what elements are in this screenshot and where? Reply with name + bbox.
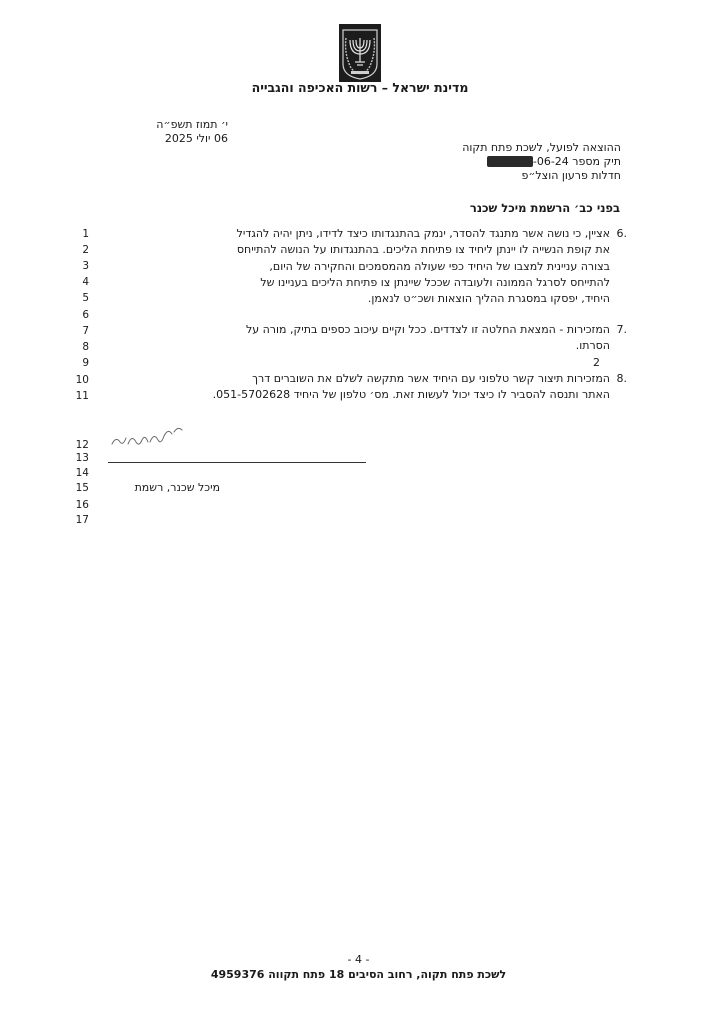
line-number: 8	[82, 341, 89, 353]
line-number: 12	[75, 439, 89, 451]
recipient-office: ההוצאה לפועל, לשכת פתח תקוה	[462, 141, 621, 154]
stray-mark: 2	[593, 355, 600, 369]
paragraph-7	[110, 322, 610, 371]
paragraph-line: האתר ותנסה להסביר לו כיצד יכול לעשות זאת. מס׳ טלפון של היחיד 051-5702628.	[212, 388, 610, 402]
proceeding-type: חדלות פרעון הוצל״פ	[521, 169, 621, 182]
page-number: - 4 -	[347, 953, 370, 966]
paragraph-6	[110, 226, 610, 307]
line-number: 15	[75, 482, 89, 494]
gregorian-date: 06 יולי 2025	[164, 132, 228, 145]
paragraph-number: 6.	[616, 227, 627, 240]
file-number-suffix: -06-24	[532, 155, 569, 168]
line-number: 11	[75, 390, 89, 402]
signature-line	[108, 462, 366, 463]
paragraph-line: את קופת הנשייה לו יינתן ליחיד צו פתיחת הליכים. בהתנגדותו על הנושה להתייחס	[236, 243, 610, 257]
line-number: 4	[82, 276, 89, 288]
recipient-block	[261, 141, 621, 183]
line-number: 17	[75, 514, 89, 526]
paragraph-line: המזכירות - המצאת החלטה זו לצדדים. ככל וקיים עיכוב כספים בתיק, מורה על	[245, 323, 610, 336]
line-number: 14	[75, 467, 89, 479]
line-number: 10	[75, 374, 89, 386]
file-number	[487, 155, 569, 168]
line-number: 1	[82, 228, 89, 240]
footer-address: לשכת פתח תקוה, רחוב הסיבים 18 פתח תקווה 4959376	[210, 968, 507, 981]
paragraph-line: המזכירות תיצור קשר טלפוני עם היחיד אשר מתקשה לשלם את השוברים דרך	[252, 372, 610, 385]
line-number: 9	[82, 357, 89, 369]
date-block	[108, 118, 228, 146]
paragraph-8	[110, 371, 610, 404]
line-number: 16	[75, 499, 89, 511]
signer-name: מיכל שכנר, רשמת	[134, 481, 220, 494]
paragraph-number: 8.	[616, 372, 627, 385]
redacted-file-number: 800123	[488, 155, 531, 168]
handwritten-signature	[108, 418, 188, 452]
paragraph-number: 7.	[616, 323, 627, 336]
file-number-label: תיק מספר	[568, 155, 621, 168]
paragraph-line: להתייחס לסרגל הממונה ולעובדה שככל שיינתן צו פתיחת הליכים בעניינו של	[260, 275, 610, 289]
before-judge-heading: בפני כב׳ הרשמת מיכל שכנר	[469, 201, 620, 215]
emblem-of-israel-icon	[339, 24, 381, 82]
paragraph-line: הסרתו.	[575, 339, 610, 353]
line-number: 3	[82, 260, 89, 272]
paragraph-line: בצורה עניינית למצבו של היחיד כפי שעולה מהמסמכים והחקירה של היום,	[269, 259, 610, 273]
line-number: 5	[82, 292, 89, 304]
line-number: 2	[82, 244, 89, 256]
line-number: 6	[82, 309, 89, 321]
paragraph-line: היחיד, יפסקו במסגרת ההליך הוצאות ושכ״ט לנאמן.	[367, 292, 610, 306]
line-number: 7	[82, 325, 89, 337]
hebrew-date: י׳ תמוז תשפ״ה	[156, 118, 228, 131]
paragraph-line: אציין, כי נושה אשר מתנגד להסדר, ינמק בהתנגדותו כיצד לדידו, ניתן יהיה להגדיל	[236, 227, 610, 240]
file-number-line	[261, 155, 621, 169]
line-number: 13	[75, 452, 89, 464]
organization-heading: מדינת ישראל – רשות האכיפה והגבייה	[251, 80, 469, 95]
